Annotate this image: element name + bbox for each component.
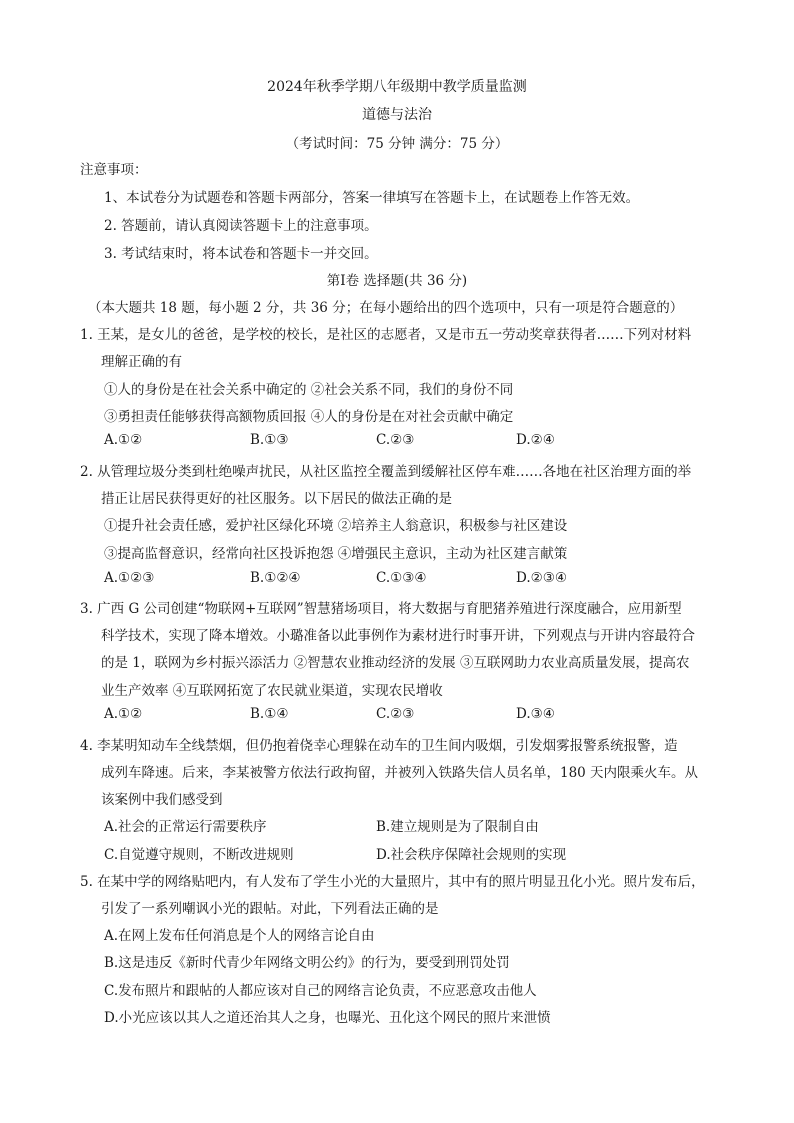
option-d[interactable]: D.②③④ — [516, 570, 567, 586]
exam-title: 2024年秋季学期八年级期中教学质量监测 — [267, 79, 527, 95]
question-stem: 5. 在某中学的网络贴吧内，有人发布了学生小光的大量照片，其中有的照片明显丑化小光。照片发布后， — [80, 874, 705, 890]
question-stem: 业生产效率 ④互联网拓宽了农民就业渠道，实现农民增收 — [101, 683, 443, 699]
question-stem: 成列车降速。后来，李某被警方依法行政拘留，并被列入铁路失信人员名单，180 天内限乘火车。从 — [101, 765, 699, 781]
exam-info: （考试时间：75 分钟 满分：75 分） — [285, 136, 509, 152]
option-c[interactable]: C.②③ — [376, 432, 415, 448]
question-stem: 2. 从管理垃圾分类到杜绝噪声扰民，从社区监控全覆盖到缓解社区停车难……各地在社区治理方面的举 — [80, 464, 692, 480]
option-b[interactable]: B.①③ — [250, 432, 289, 448]
subject-title: 道德与法治 — [362, 107, 432, 123]
option-b[interactable]: B.①④ — [250, 706, 289, 722]
question-stem: 的是 1，联网为乡村振兴添活力 ②智慧农业推动经济的发展 ③互联网助力农业高质量发展，提高农 — [101, 655, 690, 671]
option-b[interactable]: B.这是违反《新时代青少年网络文明公约》的行为，要受到刑罚处罚 — [104, 955, 510, 971]
section-title: 第Ⅰ卷 选择题(共 36 分) — [326, 273, 468, 289]
option-d[interactable]: D.③④ — [516, 706, 555, 722]
question-statement: ①人的身份是在社会关系中确定的 ②社会关系不同，我们的身份不同 — [104, 382, 514, 398]
question-stem: 该案例中我们感受到 — [101, 792, 223, 808]
option-a[interactable]: A.在网上发布任何消息是个人的网络言论自由 — [104, 928, 375, 944]
option-c[interactable]: C.自觉遵守规则，不断改进规则 — [104, 847, 294, 863]
question-stem: 4. 李某明知动车全线禁烟，但仍抱着侥幸心理躲在动车的卫生间内吸烟，引发烟雾报警系统报警，造 — [80, 738, 678, 754]
question-stem: 科学技术，实现了降本增效。小璐准备以此事例作为素材进行时事开讲，下列观点与开讲内容最符合 — [101, 628, 695, 644]
option-c[interactable]: C.①③④ — [376, 570, 427, 586]
notice-item: 3. 考试结束时，将本试卷和答题卡一并交回。 — [104, 246, 378, 262]
notice-item: 1、本试卷分为试题卷和答题卡两部分，答案一律填写在答题卡上，在试题卷上作答无效。 — [104, 190, 640, 206]
option-b[interactable]: B.①②④ — [250, 570, 301, 586]
option-b[interactable]: B.建立规则是为了限制自由 — [376, 819, 539, 835]
question-stem: 措正让居民获得更好的社区服务。以下居民的做法正确的是 — [101, 491, 452, 507]
notice-item: 2. 答题前，请认真阅读答题卡上的注意事项。 — [104, 218, 378, 234]
question-statement: ③勇担责任能够获得高额物质回报 ④人的身份是在对社会贡献中确定 — [104, 409, 514, 425]
option-d[interactable]: D.社会秩序保障社会规则的实现 — [376, 847, 567, 863]
option-d[interactable]: D.小光应该以其人之道还治其人之身，也曝光、丑化这个网民的照片来泄愤 — [104, 1010, 551, 1026]
question-stem: 理解正确的有 — [101, 354, 182, 370]
option-c[interactable]: C.②③ — [376, 706, 415, 722]
question-statement: ①提升社会责任感，爱护社区绿化环境 ②培养主人翁意识，积极参与社区建设 — [104, 518, 568, 534]
question-stem: 1. 王某，是女儿的爸爸，是学校的校长，是社区的志愿者，又是市五一劳动奖章获得者……下列对材料 — [80, 327, 692, 343]
question-stem: 3. 广西 G 公司创建“物联网+互联网”智慧猪场项目，将大数据与育肥猪养殖进行深度融合，应用新型 — [80, 601, 682, 617]
notice-heading: 注意事项： — [80, 162, 148, 178]
option-d[interactable]: D.②④ — [516, 432, 555, 448]
option-a[interactable]: A.①② — [104, 432, 143, 448]
option-c[interactable]: C.发布照片和跟帖的人都应该对自己的网络言论负责，不应恶意攻击他人 — [104, 983, 537, 999]
option-a[interactable]: A.①② — [104, 706, 143, 722]
option-a[interactable]: A.①②③ — [104, 570, 155, 586]
option-a[interactable]: A.社会的正常运行需要秩序 — [104, 819, 267, 835]
question-statement: ③提高监督意识，经常向社区投诉抱怨 ④增强民主意识，主动为社区建言献策 — [104, 546, 568, 562]
question-stem: 引发了一系列嘲讽小光的跟帖。对此，下列看法正确的是 — [101, 901, 439, 917]
section-instruction: （本大题共 18 题，每小题 2 分，共 36 分；在每小题给出的四个选项中，只有一项是符合题意的） — [88, 300, 684, 316]
